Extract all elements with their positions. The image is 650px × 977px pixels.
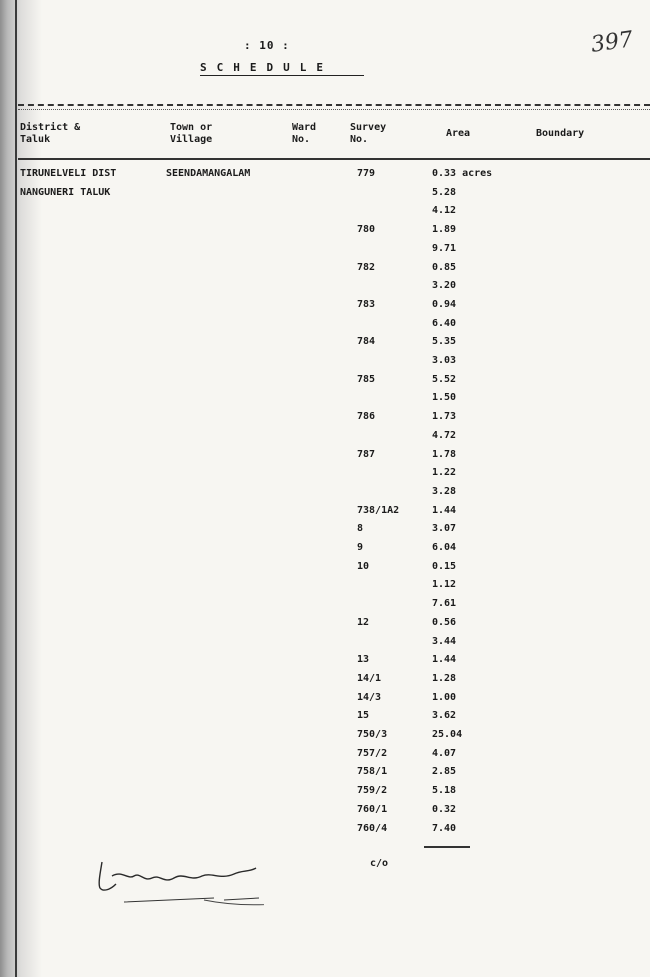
area-value: 1.22: [432, 467, 457, 479]
survey-number: 760/1: [357, 803, 388, 815]
schedule-title: SCHEDULE: [200, 61, 333, 74]
title-underline: [200, 75, 364, 76]
area-total-rule: [424, 846, 470, 848]
area-value: 2.85: [432, 766, 457, 778]
corner-handwritten-number: 397: [589, 27, 635, 58]
area-value: 0.56: [432, 616, 457, 628]
area-value: 1.89: [432, 224, 457, 236]
header-bottom-rule: [18, 158, 650, 160]
area-value: 0.32: [432, 803, 457, 815]
survey-number: 758/1: [357, 766, 388, 778]
area-value: 0.94: [432, 298, 457, 310]
survey-number: 15: [357, 710, 370, 722]
area-value: 7.61: [432, 598, 457, 610]
area-value: 1.44: [432, 654, 457, 666]
area-value: 3.03: [432, 355, 457, 366]
header-town-village: Town or Village: [170, 122, 213, 145]
survey-number: 779: [357, 168, 376, 179]
survey-number: 8: [357, 523, 364, 535]
survey-number: 738/1A2: [357, 504, 400, 516]
area-value: 1.00: [432, 691, 457, 703]
area-value: 5.28: [432, 186, 457, 198]
header-district-taluk: District & Taluk: [20, 122, 81, 145]
header-survey-no: Survey No.: [350, 122, 387, 145]
village-name: SEENDAMANGALAM: [166, 168, 251, 179]
header-ward-no: Ward No.: [292, 122, 317, 145]
survey-number: 783: [357, 298, 376, 310]
survey-number: 14/1: [357, 672, 382, 684]
area-value: 1.44: [432, 504, 457, 516]
area-value: 5.35: [432, 336, 457, 348]
carried-over-mark: c/o: [370, 858, 389, 869]
area-value: 6.40: [432, 317, 457, 329]
area-value: 6.04: [432, 542, 457, 553]
survey-number: 10: [357, 560, 370, 572]
area-value: 9.71: [432, 242, 457, 254]
area-value: 5.52: [432, 373, 457, 385]
area-value: 1.78: [432, 448, 457, 460]
area-value: 4.07: [432, 747, 457, 759]
area-value: 7.40: [432, 822, 457, 834]
area-value: 3.28: [432, 485, 457, 497]
survey-number: 9: [357, 542, 364, 553]
survey-number: 759/2: [357, 785, 388, 797]
handwritten-signature: [94, 854, 264, 924]
area-value: 5.18: [432, 785, 457, 797]
area-value: 25.04: [432, 729, 463, 740]
header-top-rule: [18, 104, 650, 106]
binding-edge: [15, 0, 17, 977]
survey-number: 760/4: [357, 822, 388, 834]
area-value: 1.28: [432, 672, 457, 684]
survey-number: 780: [357, 224, 376, 236]
header-area: Area: [446, 128, 471, 139]
survey-number: 750/3: [357, 729, 388, 740]
area-value: 1.50: [432, 392, 457, 404]
district-name: TIRUNELVELI DIST: [20, 168, 117, 179]
survey-number: 13: [357, 654, 370, 666]
survey-number: 787: [357, 448, 376, 460]
survey-number: 786: [357, 411, 376, 423]
area-value: 3.20: [432, 280, 457, 292]
survey-number: 12: [357, 616, 370, 628]
survey-number: 785: [357, 373, 376, 385]
area-value: 3.07: [432, 523, 457, 535]
area-value: 3.44: [432, 635, 457, 647]
area-value: 0.33 acres: [432, 168, 493, 179]
binding-shadow: [0, 0, 42, 977]
header-boundary: Boundary: [536, 128, 585, 139]
survey-number: 784: [357, 336, 376, 348]
taluk-name: NANGUNERI TALUK: [20, 187, 111, 198]
area-value: 3.62: [432, 710, 457, 722]
area-value: 1.73: [432, 411, 457, 423]
area-value: 1.12: [432, 579, 457, 591]
survey-number: 782: [357, 261, 376, 273]
area-value: 0.85: [432, 261, 457, 273]
survey-number: 14/3: [357, 691, 382, 703]
area-value: 4.12: [432, 205, 457, 217]
area-value: 4.72: [432, 429, 457, 441]
area-value: 0.15: [432, 560, 457, 572]
survey-number: 757/2: [357, 747, 388, 759]
page-number: : 10 :: [244, 39, 290, 52]
header-dotted-rule: [18, 109, 650, 110]
